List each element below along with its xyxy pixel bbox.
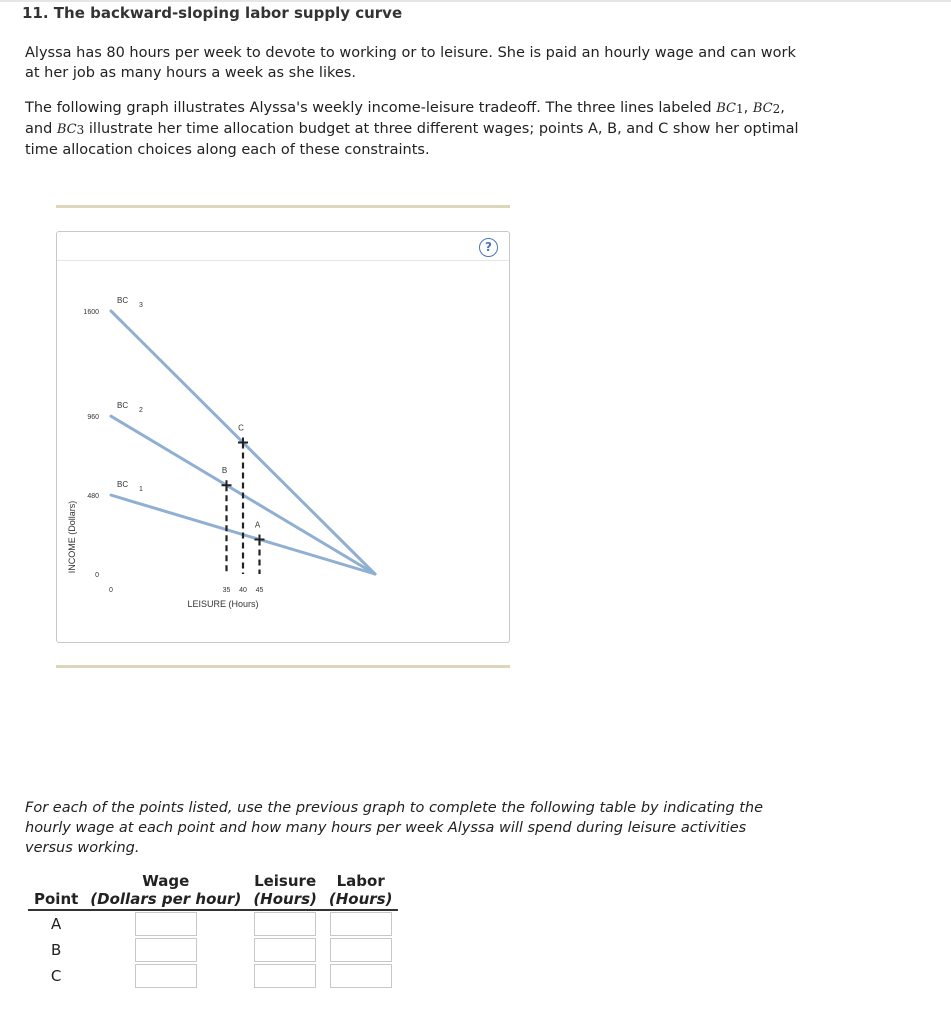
graph-description-part1: The following graph illustrates Alyssa's weekly income-leisure tradeoff. The three lines labeled [25,100,717,116]
x-tick-label: 40 [239,587,247,594]
budget-line-subscript: 3 [139,302,143,309]
graph-top-divider [56,205,510,208]
labor-input-b[interactable] [330,938,392,962]
point-label: B [221,466,228,476]
table-row [28,963,398,989]
row-point-label: C [50,967,62,985]
budget-line-label: BC [117,401,129,411]
bc1-symbol: $BC_1$ [716,101,744,116]
graph-description-part2: , and [25,100,785,137]
budget-line-label: BC [117,296,129,305]
table-instructions: For each of the points listed, use the previous graph to complete the following table by indicating the hourly wage at each point and how many hours per week Alyssa will spend during leisure activities versus working. [25,800,764,856]
top-border [0,0,951,2]
budget-line-label: BC [117,480,129,490]
leisure-header: Leisure [254,872,317,890]
leisure-input-c[interactable] [254,964,316,988]
y-tick-label: 480 [87,493,99,501]
row-point-label: B [51,941,62,959]
point-header-spacer [28,872,84,890]
graph-description: The following graph illustrates Alyssa's weekly income-leisure tradeoff. The three lines labeled $BC_1$, $BC_2$, and $BC_3$ illustrate her time allocation budget at three different wages; points A, B, and C show her optimal time allocation choices along each of these constraints. [25,100,799,158]
wage-input-c[interactable] [135,964,197,988]
answer-table [28,872,398,989]
labor-input-a[interactable] [330,912,392,936]
leisure-input-a[interactable] [254,912,316,936]
table-header-row [28,872,398,890]
table-row [28,937,398,963]
wage-input-a[interactable] [135,912,197,936]
income-leisure-chart [57,232,509,642]
leisure-unit-header: (Hours) [247,890,323,910]
bc3-symbol: $BC_3$ [56,122,85,137]
point-marker-a [255,534,265,544]
graph-description-part3: illustrate her time allocation budget at three different wages; points A, B, and C show her optimal time allocation choices along each of these constraints. [25,121,799,158]
y-tick-label: 1600 [83,309,99,316]
leisure-input-b[interactable] [254,938,316,962]
x-tick-label: 45 [255,587,264,594]
labor-input-c[interactable] [330,964,392,988]
y-tick-label: 0 [95,572,99,579]
point-label: A [254,520,261,530]
wage-header: Wage [142,872,190,890]
row-point-label: A [51,915,62,933]
wage-input-b[interactable] [135,938,197,962]
intro-paragraph: Alyssa has 80 hours per week to devote to working or to leisure. She is paid an hourly wage and can work at her job as many hours a week as she likes. [25,45,796,81]
graph-bottom-divider [56,665,510,668]
point-header: Point [28,890,84,910]
wage-unit-header: (Dollars per hour) [84,890,247,910]
y-axis-label: INCOME (Dollars) [67,500,77,574]
x-tick-label: 0 [109,587,113,594]
graph-panel [56,231,510,643]
budget-line-subscript: 2 [139,407,143,415]
labor-unit-header: (Hours) [323,890,399,910]
table-subheader-row [28,890,398,910]
x-axis-label: LEISURE (Hours) [187,599,259,609]
question-title: 11. The backward-sloping labor supply curve [22,4,403,22]
question-mark-icon[interactable]: ? [479,238,498,257]
chart-marks [83,296,375,594]
budget-line-subscript: 1 [139,486,143,494]
bc2-symbol: $BC_2$ [752,101,781,116]
point-label: C [238,423,244,433]
labor-header: Labor [336,872,385,890]
x-tick-label: 35 [222,587,231,594]
y-tick-label: 960 [87,414,99,422]
table-row [28,910,398,937]
